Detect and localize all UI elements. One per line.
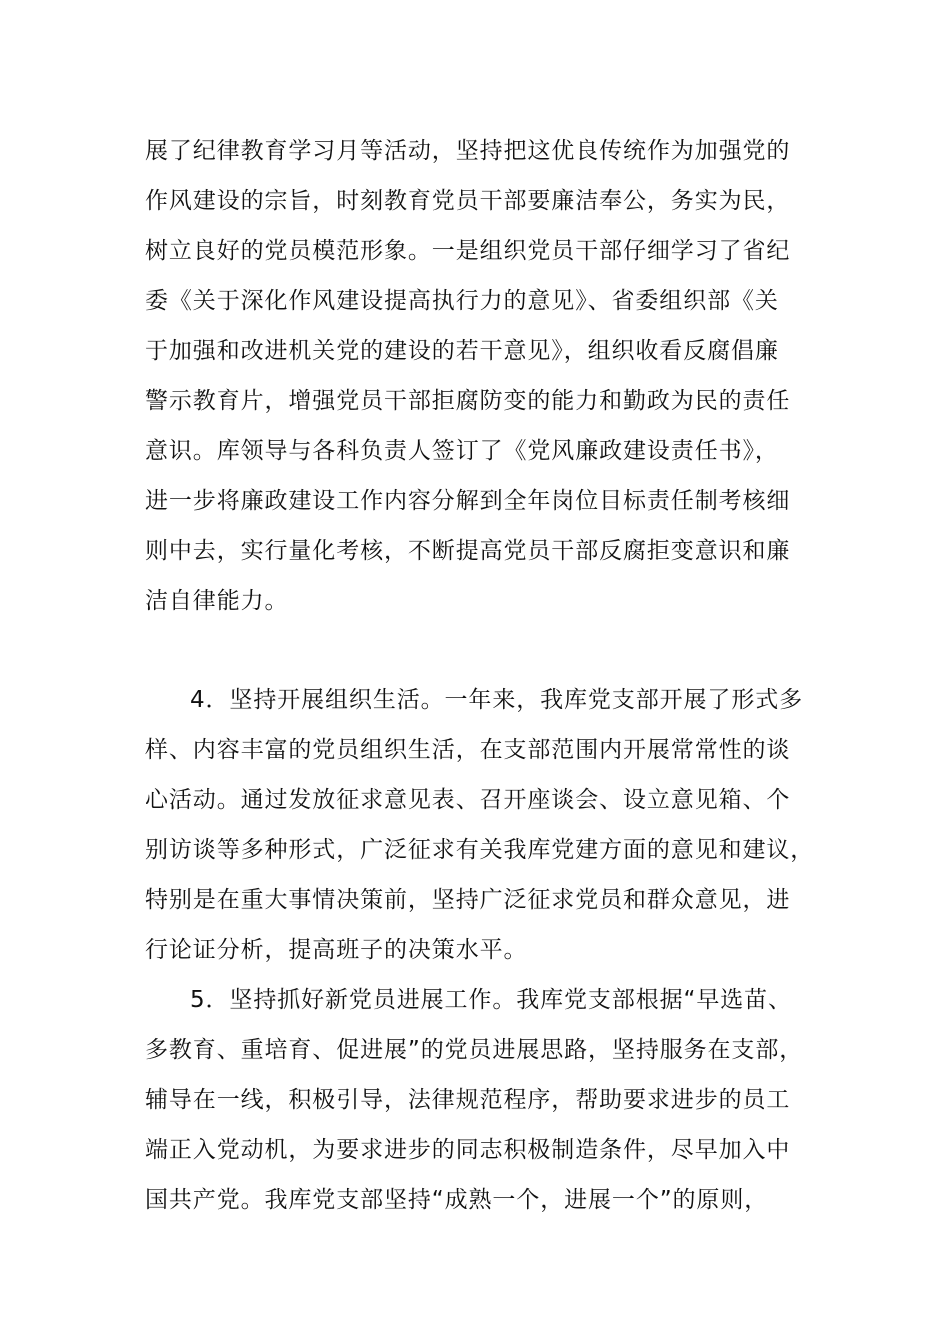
paragraph-1-line-5: 于加强和改进机关党的建设的若干意见》，组织收看反腐倡廉	[145, 338, 779, 364]
paragraph-2-line-3: 心活动。通过发放征求意见表、召开座谈会、设立意见箱、个	[145, 787, 791, 813]
paragraph-1-line-10: 洁自律能力。	[145, 588, 289, 614]
paragraph-3-line-4: 端正入党动机，为要求进步的同志积极制造条件，尽早加入中	[145, 1137, 791, 1163]
paragraph-3-line-2: 多教育、重培育、促进展”的党员进展思路，坚持服务在支部，	[145, 1037, 804, 1063]
paragraph-1-line-2: 作风建设的宗旨，时刻教育党员干部要廉洁奉公，务实为民，	[145, 188, 791, 214]
paragraph-3-line-5: 国共产党。我库党支部坚持“成熟一个，进展一个”的原则，	[145, 1187, 769, 1213]
paragraph-3-line-1: 5．坚持抓好新党员进展工作。我库党支部根据“早选苗、	[190, 987, 792, 1013]
paragraph-1-line-7: 意识。库领导与各科负责人签订了《党风廉政建设责任书》，	[145, 438, 779, 464]
paragraph-1-line-9: 则中去，实行量化考核，不断提高党员干部反腐拒变意识和廉	[145, 538, 791, 564]
paragraph-2-line-4: 别访谈等多种形式，广泛征求有关我库党建方面的意见和建议，	[145, 837, 815, 863]
paragraph-2-line-6: 行论证分析，提高班子的决策水平。	[145, 937, 528, 963]
paragraph-1-line-3: 树立良好的党员模范形象。一是组织党员干部仔细学习了省纪	[145, 238, 791, 264]
paragraph-1-line-1: 展了纪律教育学习月等活动，坚持把这优良传统作为加强党的	[145, 138, 791, 164]
paragraph-2-line-5: 特别是在重大事情决策前，坚持广泛征求党员和群众意见，进	[145, 887, 791, 913]
paragraph-3-line-3: 辅导在一线，积极引导，法律规范程序，帮助要求进步的员工	[145, 1087, 791, 1113]
paragraph-1-line-4: 委《关于深化作风建设提高执行力的意见》、省委组织部《关	[145, 288, 779, 314]
paragraph-2-line-2: 样、内容丰富的党员组织生活，在支部范围内开展常常性的谈	[145, 737, 791, 763]
paragraph-2-line-1: 4．坚持开展组织生活。一年来，我库党支部开展了形式多	[190, 687, 804, 713]
paragraph-1-line-6: 警示教育片，增强党员干部拒腐防变的能力和勤政为民的责任	[145, 388, 791, 414]
paragraph-1-line-8: 进一步将廉政建设工作内容分解到全年岗位目标责任制考核细	[145, 488, 791, 514]
